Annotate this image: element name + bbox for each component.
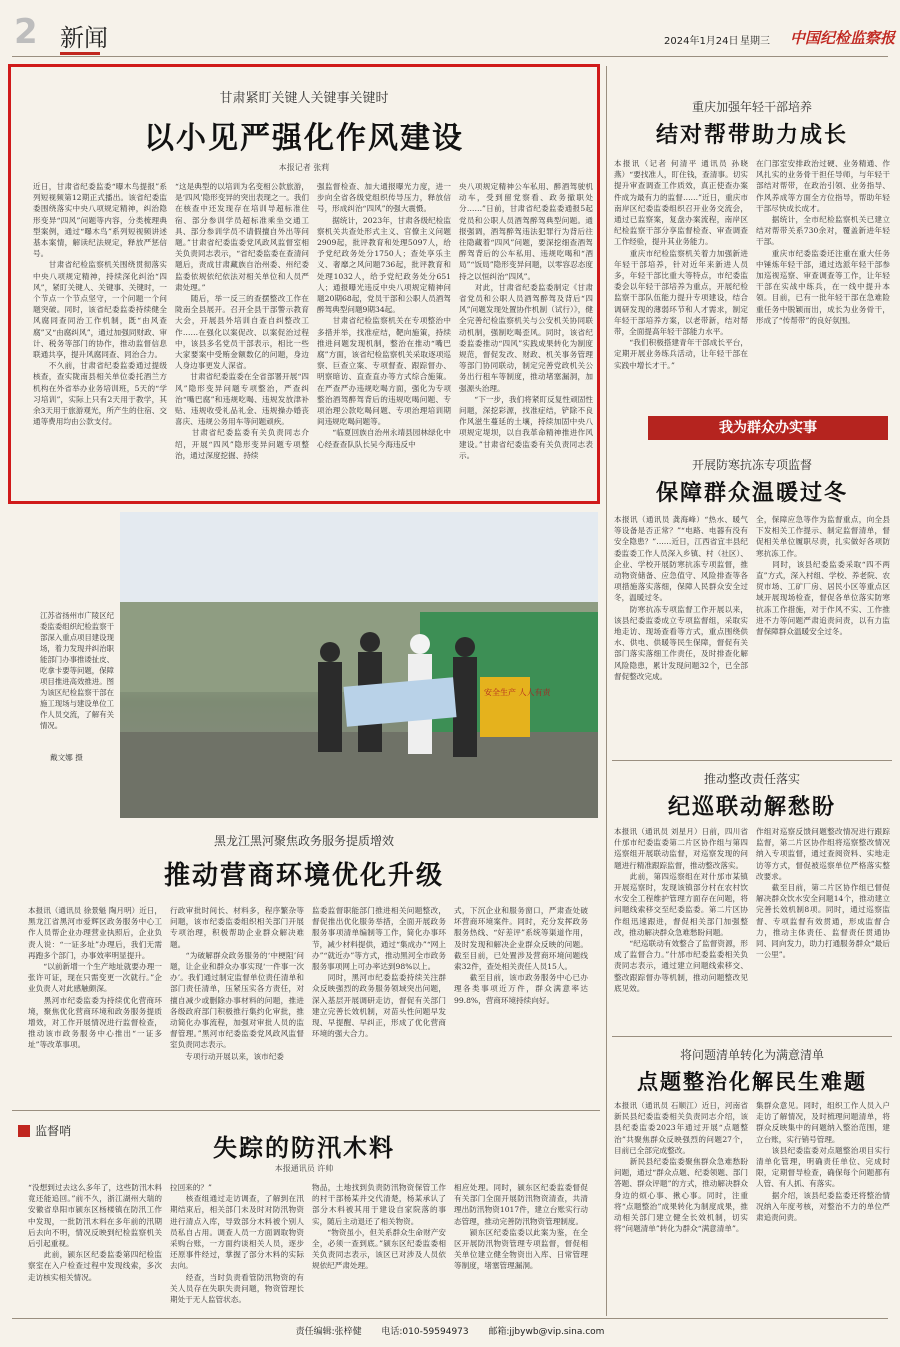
lead-kicker: 甘肃紧盯关键人关键事关键时 (219, 91, 389, 106)
hn-column-2: 集群众意见。同时，组织工作人员入户走访了解情况，及时梳理问题清单，将群众反映集中的问题纳入整治范围，建立台账，实行销号管理。 该县纪委监委对点题整治项目实行清单化管理，明确责任单位、完成时限，定期督导检查，确保每个问题都有人管、有人抓、有落实。 据介绍，该县纪委监委还将整治情况纳入年度考核，对整治不力的单位严肃追责问责。 (756, 1101, 890, 1223)
jx-column-1: 本报讯（通讯员 龚海峰）“热水、暖气等设备是否正常？”“电路、电器有没有安全隐患？”……近日，江西省宜丰县纪委监委工作人员深入乡镇、村（社区）、企业、学校开展防寒抗冻专项监督，推动物资储备、应急值守、风险排查等各项措施落实落细，保障人民群众安全过冬，温暖过冬。 防寒抗冻专项监督工作开展以来，该县纪委监委成立专项监督组，采取实地走访、现场查看等方式，重点围绕供水、供电、供暖等民生保障，督促有关部门落实落细工作责任，及时排查化解风险隐患，累计发现问题32个，已全部督促整改完成。 (614, 515, 748, 681)
watch-column-2: 拉回来的？” 核查组通过走访调查，了解到在汛期结束后，相关部门未及时对防汛物资进行清点入库，导致部分木料被个别人员私自占用。调查人员一方面调取物资采购台账，一方面约谈相关人员，逐步还原事件经过，掌握了部分木料的实际去向。 经查，当时负责看管防汛物资的有关人员存在失职失责问题，物资管理长期处于无人监管状态。 (170, 1183, 304, 1305)
footer (0, 1324, 900, 1337)
lead-headline: 以小见严强化作风建设 (144, 121, 464, 156)
cq-column-2: 在门部室安排政治过硬、业务精通、作风扎实的业务骨干担任导师，与年轻干部结对帮带，在政治引领、业务指导、作风养成等方面全方位指导，帮助年轻干部尽快成长成才。 据统计，全市纪检监察机关已建立结对帮带关系730余对，覆盖新进年轻干部。 重庆市纪委监委还注重在重大任务中锤炼年轻干部，通过选派年轻干部参加巡视巡察、审查调查等工作，让年轻干部在实战中练兵，在一线中提升本领。目前，已有一批年轻干部在急难险重任务中脱颖而出，成长为业务骨干，形成了“传帮带”的良好氛围。 (756, 159, 890, 325)
lead-column-3: 强监督检查、加大通报曝光力度，进一步向全省各级党组织传导压力，释放信号，形成纠治“四风”的强大震慑。 据统计，2023年，甘肃各级纪检监察机关共查处形式主义、官僚主义问题2909起，批评教育和处理5097人，给予党纪政务处分1750人；查处享乐主义、奢靡之风问题736起，批评教育和处理1032人，给予党纪政务处分651人；通报曝光违反中央八项规定精神问题20期68起，党员干部和公职人员酒驾醉驾典型问题9期34起。 甘肃省纪检监察机关在专项整治中多措并举，找准症结，靶向施策，持续推进问题发现机制，整治在推动“嘴巴腐”方面，该省纪检监察机关采取逐项巡察、巨查立案、专项督查、跟踪督办、明察暗访、直查直办等方式综合施策。在严查严办违规吃喝方面，强化为专项整治酒驾醉驾背后的违规吃喝问题、专项治理公款吃喝问题、专项治理培训期间违规吃喝问题等。 “临夏回族自治州永靖县园林绿化中心经查查队队长吴今海违反中 (317, 182, 451, 449)
service-banner (648, 416, 888, 440)
sc-column-1: 本报讯（通讯员 刘星月）日前，四川省什邡市纪委监委第二片区协作组与第四巡察组开展联动监督，对巡察发现的问题进行精准跟踪监督，推动整改落实。 此前，第四巡察组在对什邡市某镇开展巡察时，发现该镇部分村在农村饮水安全工程维护管理方面存在问题，将问题线索移交至纪委监委。第二片区协作组迅速跟进，督促相关部门加强整改，推动解决群众急难愁盼问题。 “纪巡联动有效整合了监督资源，形成了监督合力。”什邡市纪委监委相关负责同志表示，通过建立问题线索移交、整改跟踪督办等机制，推动问题整改见底见效。 (614, 827, 748, 993)
hlj-headline: 推动营商环境优化升级 (163, 861, 444, 891)
lead-article (8, 64, 600, 504)
sc-bottom-rule (612, 1036, 892, 1037)
cq-kicker: 重庆加强年轻干部培养 (691, 100, 812, 114)
watch-column-1: “没想到过去这么多年了，这些防汛木料竟还能追回。”前不久，浙江湖州大瑞的安徽省阜阳市颍东区杨楼镇在防汛工作中发现，一批防汛木料在多年前的汛期后去向不明，情况反映到纪检监察机关后引起重视。 此前，颍东区纪委监委第四纪检监察室在入户检查过程中发现线索，多次走访核实相关情况。 (28, 1183, 162, 1282)
hlj-bottom-rule (12, 1110, 600, 1111)
publish-weekday: 星期三 (740, 36, 770, 47)
sc-column-2: 作组对巡察反馈问题整改情况进行跟踪监督，第二片区协作组将巡察整改情况纳入专项监督，通过查阅资料、实地走访等方式，督促被巡察单位严格落实整改要求。 截至目前，第二片区协作组已督促解决群众饮水安全问题14个，推动建立完善长效机制8项。同时，通过巡察监督、专项监督有效贯通，形成监督合力，推动主体责任、监督责任贯通协同、同向发力，助力打通服务群众“最后一公里”。 (756, 827, 890, 960)
sc-kicker: 推动整改责任落实 (703, 772, 800, 786)
hlj-column-1: 本报讯（通讯员 徐景魁 陶月明）近日，黑龙江省黑河市爱辉区政务服务中心工作人员帮企业办理营业执照后，企业负责人说：“一证多址”办理后，我们无需再跑多个部门，办事效率明显提升。 “以前新增一个生产地址就要办理一张许可证，现在只需变更一次就行。”企业负责人对此感触颇深。 黑河市纪委监委为持续优化营商环境，聚焦优化营商环境和政务服务提质增效，对工作开展情况进行监督检查，推动该市政务服务中心推出“一证多址”等改革事项。 (28, 906, 162, 1050)
photo-credit: 戴文娜 摄 (50, 753, 83, 762)
column-divider (606, 66, 607, 1316)
lead-column-2: “这是典型的以培训为名变相公款旅游，是‘四风’隐形变异的突出表现之一。我们在核查中还发现存在培训导超标准住宿、部分参训学员超标准乘坐交通工具、部分参训学员不请假擅自外出等问题。”甘肃省纪委监委党风政风监督室相关负责同志表示，“省纪委监委在查清问题后，责成甘肃藏族自治州委、州纪委监委依规依纪依法对相关单位和人员严肃处理。” 随后，举一反三的查摆整改工作在陇南全县展开。召开全县干部警示教育大会，开展县外培训自查自纠整改工作……在强化以案促改、以案促治过程中，该县多名党员干部表示，相比一些大家要案中受贿金额数亿的问题，身边人身边事更发人深省。 甘肃省纪委监委在全省部署开展“四风”隐形变异问题专项整治，严查纠治“嘴巴腐”和违规吃喝、违规发放津补贴、违规收受礼品礼金、违规操办婚丧喜庆、违规公务用车等问题顽疾。 甘肃省纪委监委有关负责同志介绍，开展“四风”隐形变异问题专项整治，通过深度挖掘、持续 (175, 182, 309, 460)
hlj-column-3: 监委监督职能部门推进相关问题整改，督促推出优化服务举措，全面开展政务服务事项清单编制等工作，简化办事环节，减少材料提供，通过“集成办”“网上办”“就近办”等方式，推动黑河全市政务服务事项网上可办率达到98%以上。 同时，黑河市纪委监委持续关注群众反映强烈的政务服务领域突出问题，深入基层开展调研走访，督促有关部门建立完善长效机制，对苗头性问题早发现、早提醒、早纠正，形成了优化营商环境的强大合力。 (312, 906, 446, 1039)
cq-column-1: 本报讯（记者 何清平 通讯员 孙晓燕）“要找准人，盯住钱，查清事。切实提升审查调查工作质效，真正使查办案件成为最有力的监督……”近日，重庆市南岸区纪委监委组织召开业务交流会，通过已监察案，复盘办案流程，南岸区纪检监察干部分享监督检查、审查调查工作经验，提升其业务能力。 重庆市纪检监察机关着力加强新进年轻干部培养，针对近年来新进人员多，年轻干部比重大等特点，市纪委监委会以年轻干部培养为重点，开展纪检监察干部队伍能力提升专项建设，结合调研发现的薄弱环节和人才需求，制定年轻干部培养方案，以老带新，结对帮带，全面提高年轻干部能力水平。 “我们积极搭建青年干部成长平台，定期开展业务练兵活动，让年轻干部在实践中增长才干。” (614, 159, 748, 370)
sign-text: 安全生产 人人有责 (484, 688, 551, 697)
publish-date: 2024年1月24日 (664, 36, 739, 47)
hlj-kicker: 黑龙江黑河聚焦政务服务提质增效 (213, 834, 394, 848)
section-underline (60, 52, 100, 55)
hn-column-1: 本报讯（通讯员 石顺江）近日，河南省新民县纪委监委相关负责同志介绍，该县纪委监委2023年通过开展“点题整治”共聚焦群众反映强烈的问题27个，目前已全部完成整改。 新民县纪委监委聚焦群众急难愁盼问题，通过“群众点题、纪委领题、部门答题、群众评题”的方式，推动解决群众身边的烦心事、揪心事。同时，注重将“点题整治”成果转化为制度成果，推动相关部门建立健全长效机制，切实将“问题清单”转化为群众“满意清单”。 (614, 1101, 748, 1234)
hn-kicker: 将问题清单转化为满意清单 (679, 1048, 824, 1062)
watch-byline: 本报通讯员 许帅 (274, 1164, 334, 1173)
news-photo (120, 512, 598, 818)
jx-kicker: 开展防寒抗冻专项监督 (691, 458, 812, 472)
jx-headline: 保障群众温暖过冬 (655, 481, 848, 506)
watch-column-4: 相应处理。同时，颍东区纪委监委督促有关部门全面开展防汛物资清查，共清理出防汛物资1017件，建立台账实行动态管理，推动完善防汛物资管理制度。 颍东区纪委监委以此案为鉴，在全区开展防汛物资管理专项监督，督促相关单位建立健全物资出入库、日常管理等制度，堵塞管理漏洞。 (454, 1183, 588, 1271)
masthead (0, 0, 900, 56)
jx-bottom-rule (612, 760, 892, 761)
hn-headline: 点题整治化解民生难题 (637, 1070, 867, 1094)
paper-logo: 中国纪检监察报 (790, 29, 896, 47)
section-name: 新闻 (60, 24, 108, 52)
photo-caption: 江苏省扬州市广陵区纪委监委组织纪检监察干部深入重点项目建设现场，着力发现并纠治职能部门办事推诿扯皮、吃拿卡要等问题，保障项目推进高效推进。图为该区纪检监察干部在施工现场与建设单位工作人员交流，了解有关情况。 (40, 611, 114, 730)
watch-column-3: 物品，土地找到负责防汛物资保管工作的村干部杨某并交代清楚，杨某承认了部分木料被其用于建设自家院落的事实，随后主动退还了相关物资。 “物资虽小，但关系群众生命财产安全，必须一查到底。”颍东区纪委监委相关负责同志表示，该区已对涉及人员依规依纪严肃处理。 (312, 1183, 446, 1271)
lead-byline: 本报记者 张莉 (278, 163, 330, 172)
jx-column-2: 全，保障应急等作为监督重点，向全县下发相关工作提示、制定监督清单，督促相关单位履职尽责，扎实做好各项防寒抗冻工作。 同时，该县纪委监委采取“四不两直”方式，深入村组、学校、养老院、农贸市场、工矿厂房、居民小区等重点区域开展现场检查，督促各单位落实防寒抗冻工作措施，对于作风不实、工作推进不力等问题严肃追责问责，以有力监督保障群众温暖安全过冬。 (756, 515, 890, 637)
lead-column-1: 近日，甘肃省纪委监委“曝木鸟提报”系列短视频第12期正式播出。该省纪委监委围绕落实中央八项规定精神，纠治隐形变异“四风”问题等内容，分类梳理典型案例，通过“曝木鸟”系列短视频讲述基本案情，解读纪法规定，释放严惩信号。 甘肃省纪检监察机关围绕贯彻落实中央八项规定精神，持续深化纠治“四风”，紧盯关键人、关键事、关键时，一个节点一个节点坚守，一个问题一个问题突破。同时，该省纪委监委持续健全风腐同查同治工作机制，既“由风查腐”又“由腐纠风”，通过加强同财政、审计、税务等部门的协作，推动监督信息联通共享，提升风腐同查、同治合力。 不久前，甘肃省纪委监委通过提级核查，查实陇南县相关单位委托酒兰方机构在外省举办业务培训班，5天的“学习培训”，实际上只有2天用于教学，其余3天用于旅游观光，所产生的住宿、交通等费用均由公款支付。 (33, 182, 167, 427)
footer-rule (12, 1318, 888, 1319)
watch-headline: 失踪的防汛木料 (213, 1134, 395, 1162)
sc-headline: 纪巡联动解愁盼 (667, 795, 836, 820)
lead-column-4: 央八项规定精神公车私用、醉酒驾驶机动车，受到留党察看、政务撤职处分……”日前，甘肃省纪委监委通报5起党员和公职人员酒驾醉驾典型问题。通报强调，酒驾醉驾违法犯罪行为背后往往隐藏着“四风”问题，要深挖细查酒驾醉驾背后的公车私用、违规吃喝和“酒局”“饭局”隐形变异问题，以零容忍态度持之以恒纠治“四风”。 对此，甘肃省纪委监委制定《甘肃省党员和公职人员酒驾醉驾及背后“四风”问题发现处置协作机制（试行）》，健全完善纪检监察机关与公安机关协同联动机制，强制吃喝歪风。同时，该省纪委监委推动“四风”实践成果转化为制度规范，督促发改、财政、机关事务管理等部门协同联动，制定完善党政机关公务出行租车等制度，推动堵塞漏洞，加强源头治理。 “下一步，我们将紧盯反复性顽固性问题，深挖彩源，找准症结，铲除不良作风滋生蔓延的土壤，持续加固中央八项规定堤坝，以自我革命精神推进作风建设。”甘肃省纪委监委有关负责同志表示。 (459, 182, 593, 460)
service-banner-label: 我为群众办实事 (719, 420, 817, 436)
masthead-rule (12, 56, 888, 57)
hlj-column-2: 行政审批时间长、材料多，程序繁杂等问题，该市纪委监委组织相关部门开展专项治理，积极帮助企业群众解决难题。 “为破解群众政务服务的‘中梗阻’问题，让企业和群众办事实现‘一件事一次办’。我们通过制定监督单位责任清单和部门责任清单，压紧压实各方责任，对擅自减少或删除办事材料的问题，推进各级政府部门积极推行集约化审批，推动简化办事流程，加强对审批人员的监督管理。”黑河市纪委监委党风政风监督室负责同志表示。 专项行动开展以来，该市纪委 (170, 906, 304, 1061)
watch-label-text: 监督哨 (35, 1124, 72, 1138)
photo-scene (120, 512, 598, 818)
footer-email: 邮箱:jjbywb@vip.sina.com (488, 1327, 605, 1337)
page-number: 2 (14, 12, 38, 52)
footer-phone: 电话:010-59594973 (381, 1327, 469, 1337)
footer-editor: 责任编辑:张梓健 (295, 1327, 362, 1337)
cq-headline: 结对帮带助力成长 (655, 123, 848, 148)
hlj-column-4: 式，下沉企业和服务窗口，严肃查处破坏营商环境案件。同时，充分发挥政务服务热线、“好差评”系统等渠道作用，及时发现和解决企业群众反映的问题。截至目前，已处置涉及营商环境问题线索32件，查处相关责任人员15人。 截至目前，该市政务服务中心已办理各类事项近万件，群众满意率达99.8%，营商环境持续向好。 (454, 906, 588, 1005)
